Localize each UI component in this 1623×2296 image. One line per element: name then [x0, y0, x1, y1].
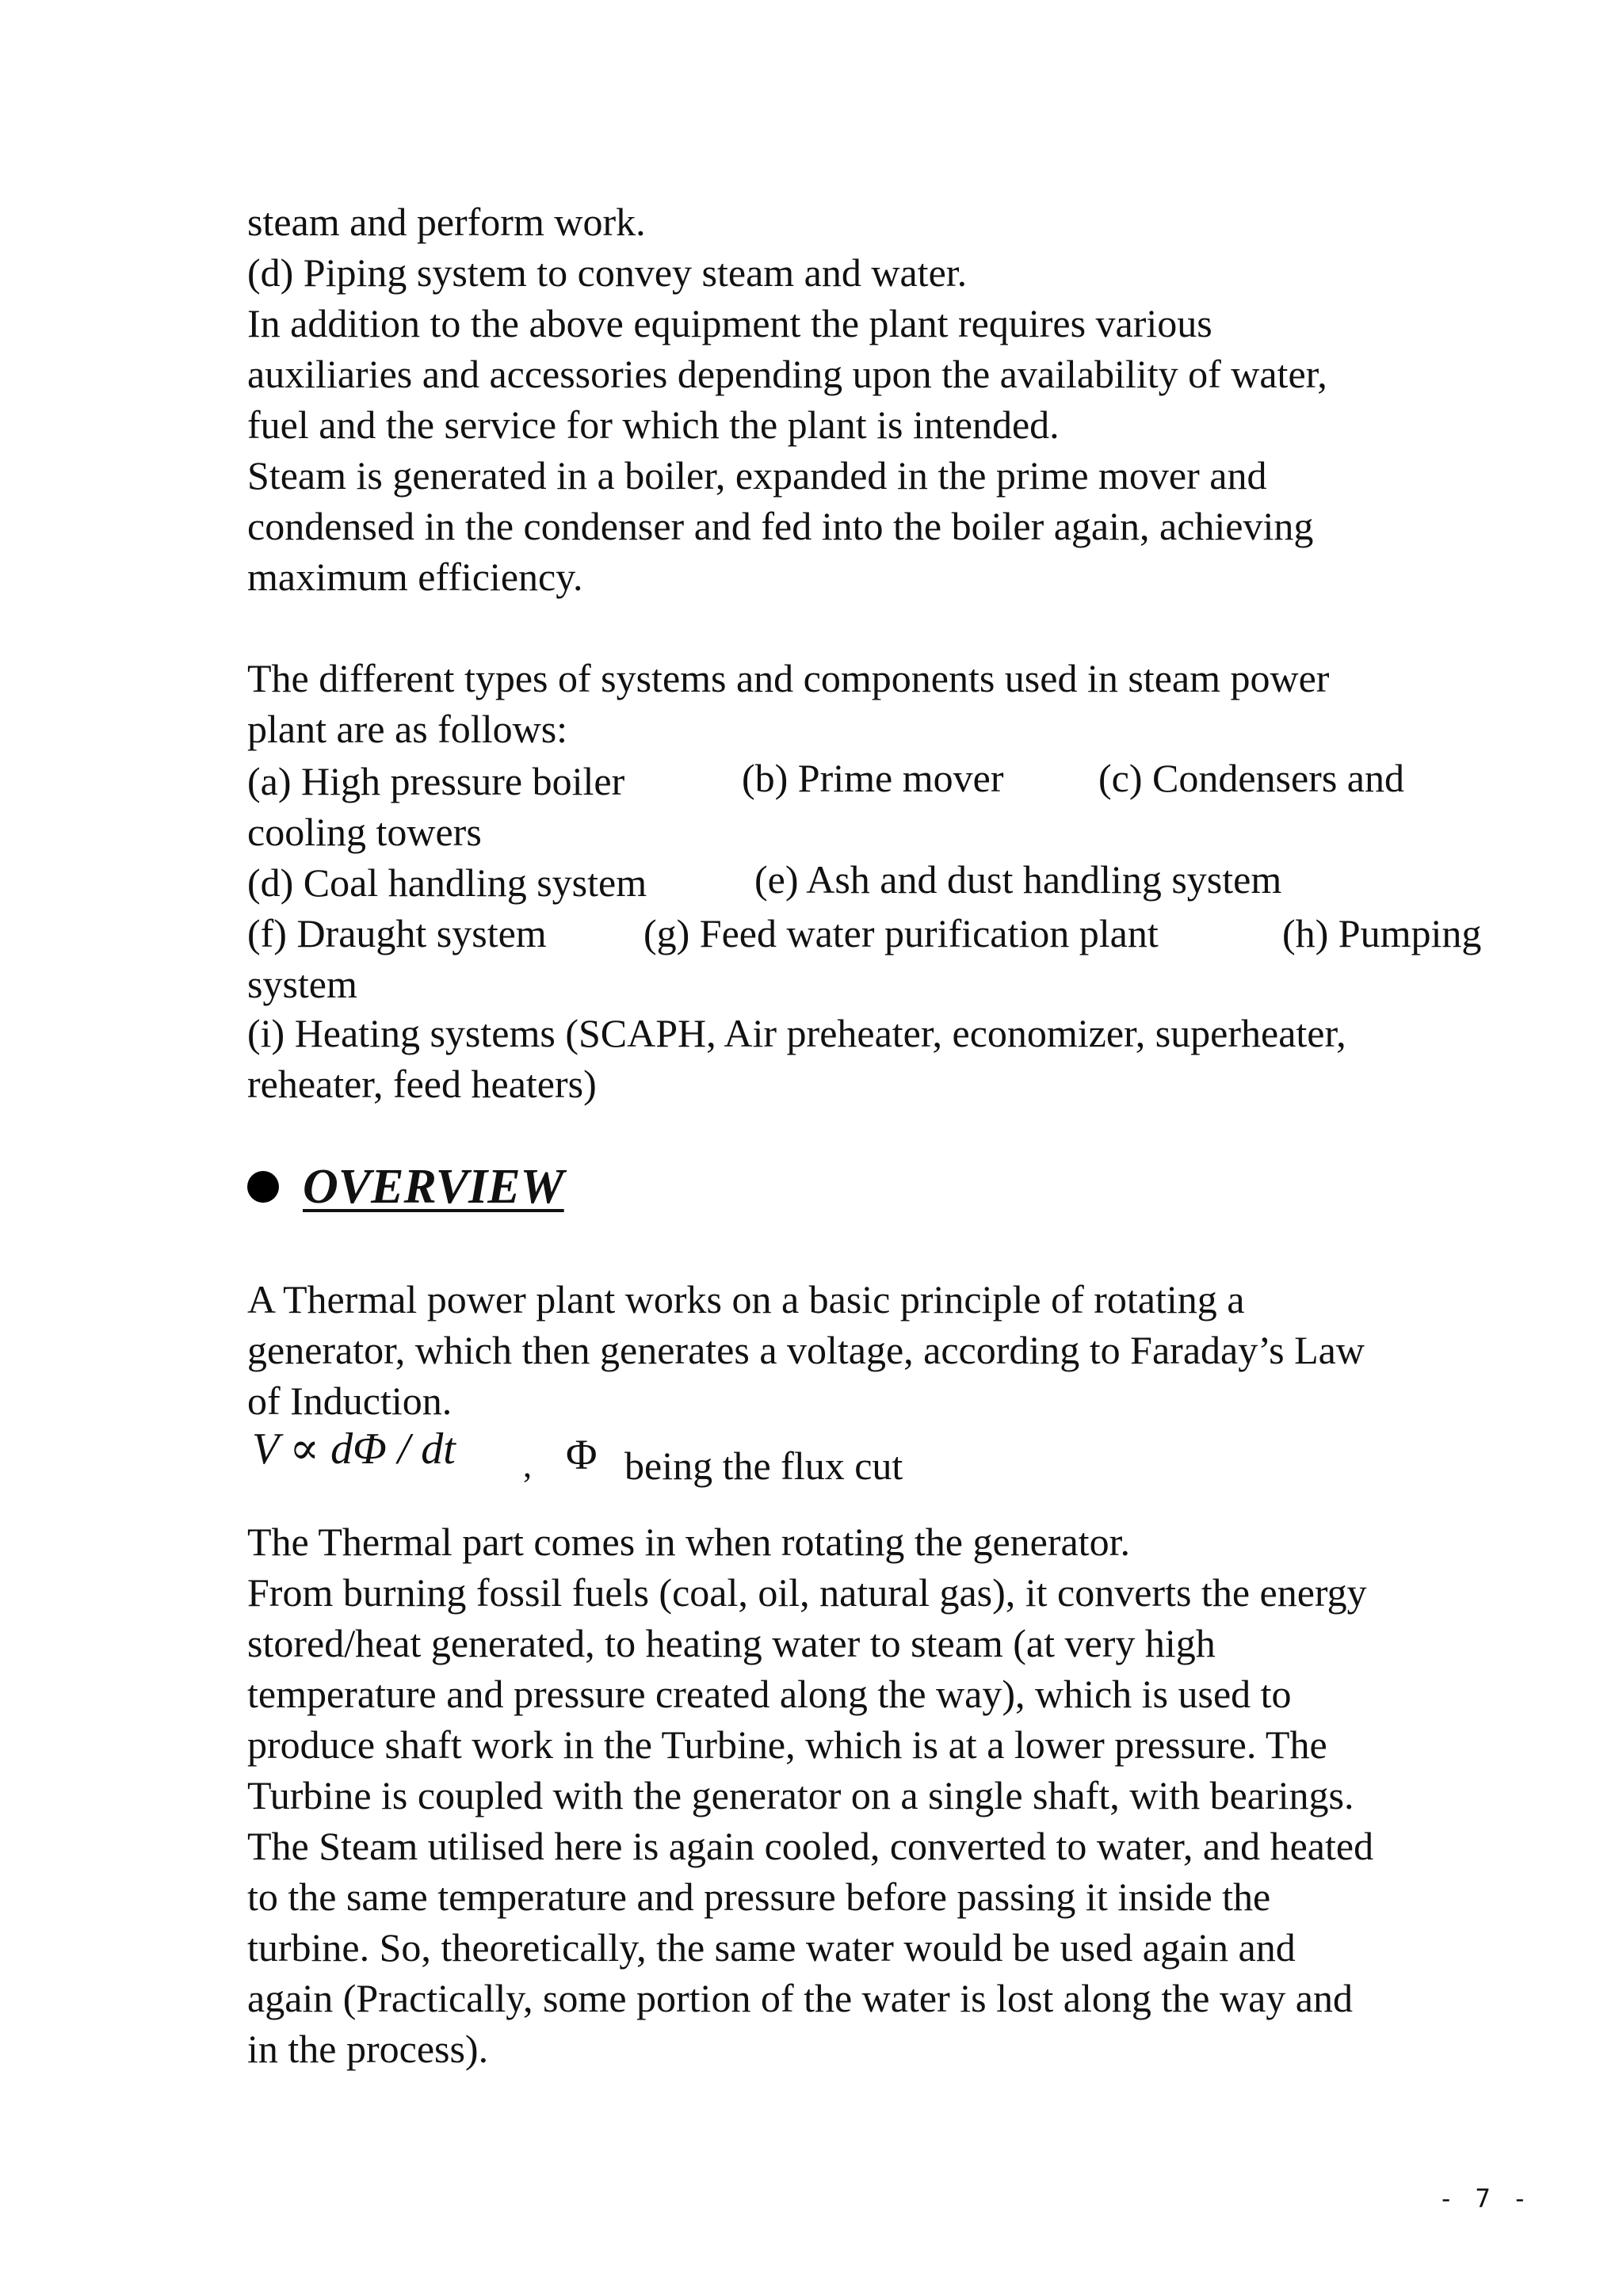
overview-intro-line: generator, which then generates a voltage, according to Faraday’s Law — [247, 1328, 1365, 1372]
faraday-formula: V ∝ dΦ / dt — [252, 1425, 456, 1474]
overview-body-line: produce shaft work in the Turbine, which is at a lower pressure. The — [247, 1722, 1327, 1767]
intro-line: In addition to the above equipment the plant requires various — [247, 301, 1212, 345]
system-item-c-cont: cooling towers — [247, 810, 482, 854]
overview-body-line: stored/heat generated, to heating water to steam (at very high — [247, 1621, 1216, 1665]
system-item-e: (e) Ash and dust handling system — [754, 857, 1282, 902]
intro-line: auxiliaries and accessories depending upon the availability of water, — [247, 352, 1327, 396]
overview-body-line: in the process). — [247, 2027, 489, 2071]
system-item-h: (h) Pumping — [1282, 911, 1482, 955]
system-item-a: (a) High pressure boiler — [247, 759, 625, 803]
overview-body-line: From burning fossil fuels (coal, oil, natural gas), it converts the energy — [247, 1570, 1367, 1615]
overview-heading — [247, 1155, 564, 1219]
overview-body-line: turbine. So, theoretically, the same water would be used again and — [247, 1925, 1296, 1970]
overview-body-line: again (Practically, some portion of the water is lost along the way and — [247, 1976, 1353, 2020]
system-item-f: (f) Draught system — [247, 911, 547, 955]
overview-intro-line: A Thermal power plant works on a basic principle of rotating a — [247, 1277, 1245, 1322]
intro-line: fuel and the service for which the plant is intended. — [247, 402, 1060, 447]
system-item-i-cont: reheater, feed heaters) — [247, 1062, 597, 1106]
phi-symbol: Φ — [566, 1431, 598, 1478]
system-item-b: (b) Prime mover — [742, 756, 1004, 800]
system-item-c: (c) Condensers and — [1098, 756, 1404, 800]
overview-heading-text: OVERVIEW — [303, 1159, 564, 1214]
overview-body-line: The Steam utilised here is again cooled, converted to water, and heated — [247, 1824, 1374, 1868]
formula-description: being the flux cut — [624, 1444, 903, 1488]
intro-line: steam and perform work. — [247, 200, 646, 244]
intro-line: Steam is generated in a boiler, expanded in the prime mover and — [247, 453, 1267, 498]
systems-intro-line: The different types of systems and components used in steam power — [247, 656, 1330, 700]
system-item-i: (i) Heating systems (SCAPH, Air preheater, economizer, superheater, — [247, 1011, 1346, 1055]
intro-line: (d) Piping system to convey steam and water. — [247, 250, 968, 295]
overview-body-line: temperature and pressure created along the way), which is used to — [247, 1672, 1292, 1716]
system-item-g: (g) Feed water purification plant — [643, 911, 1159, 955]
intro-line: maximum efficiency. — [247, 555, 583, 599]
formula-comma: , — [523, 1446, 532, 1485]
system-item-d: (d) Coal handling system — [247, 860, 647, 905]
overview-body-line: Turbine is coupled with the generator on a single shaft, with bearings. — [247, 1773, 1354, 1817]
overview-body-line: to the same temperature and pressure before passing it inside the — [247, 1875, 1271, 1919]
intro-line: condensed in the condenser and fed into the boiler again, achieving — [247, 504, 1314, 548]
overview-intro-line: of Induction. — [247, 1379, 453, 1423]
overview-body-line: The Thermal part comes in when rotating the generator. — [247, 1520, 1130, 1564]
system-item-h-cont: system — [247, 962, 357, 1006]
page-number: - 7 - — [1438, 2183, 1531, 2214]
systems-intro-line: plant are as follows: — [247, 707, 568, 751]
bullet-icon — [247, 1171, 279, 1203]
